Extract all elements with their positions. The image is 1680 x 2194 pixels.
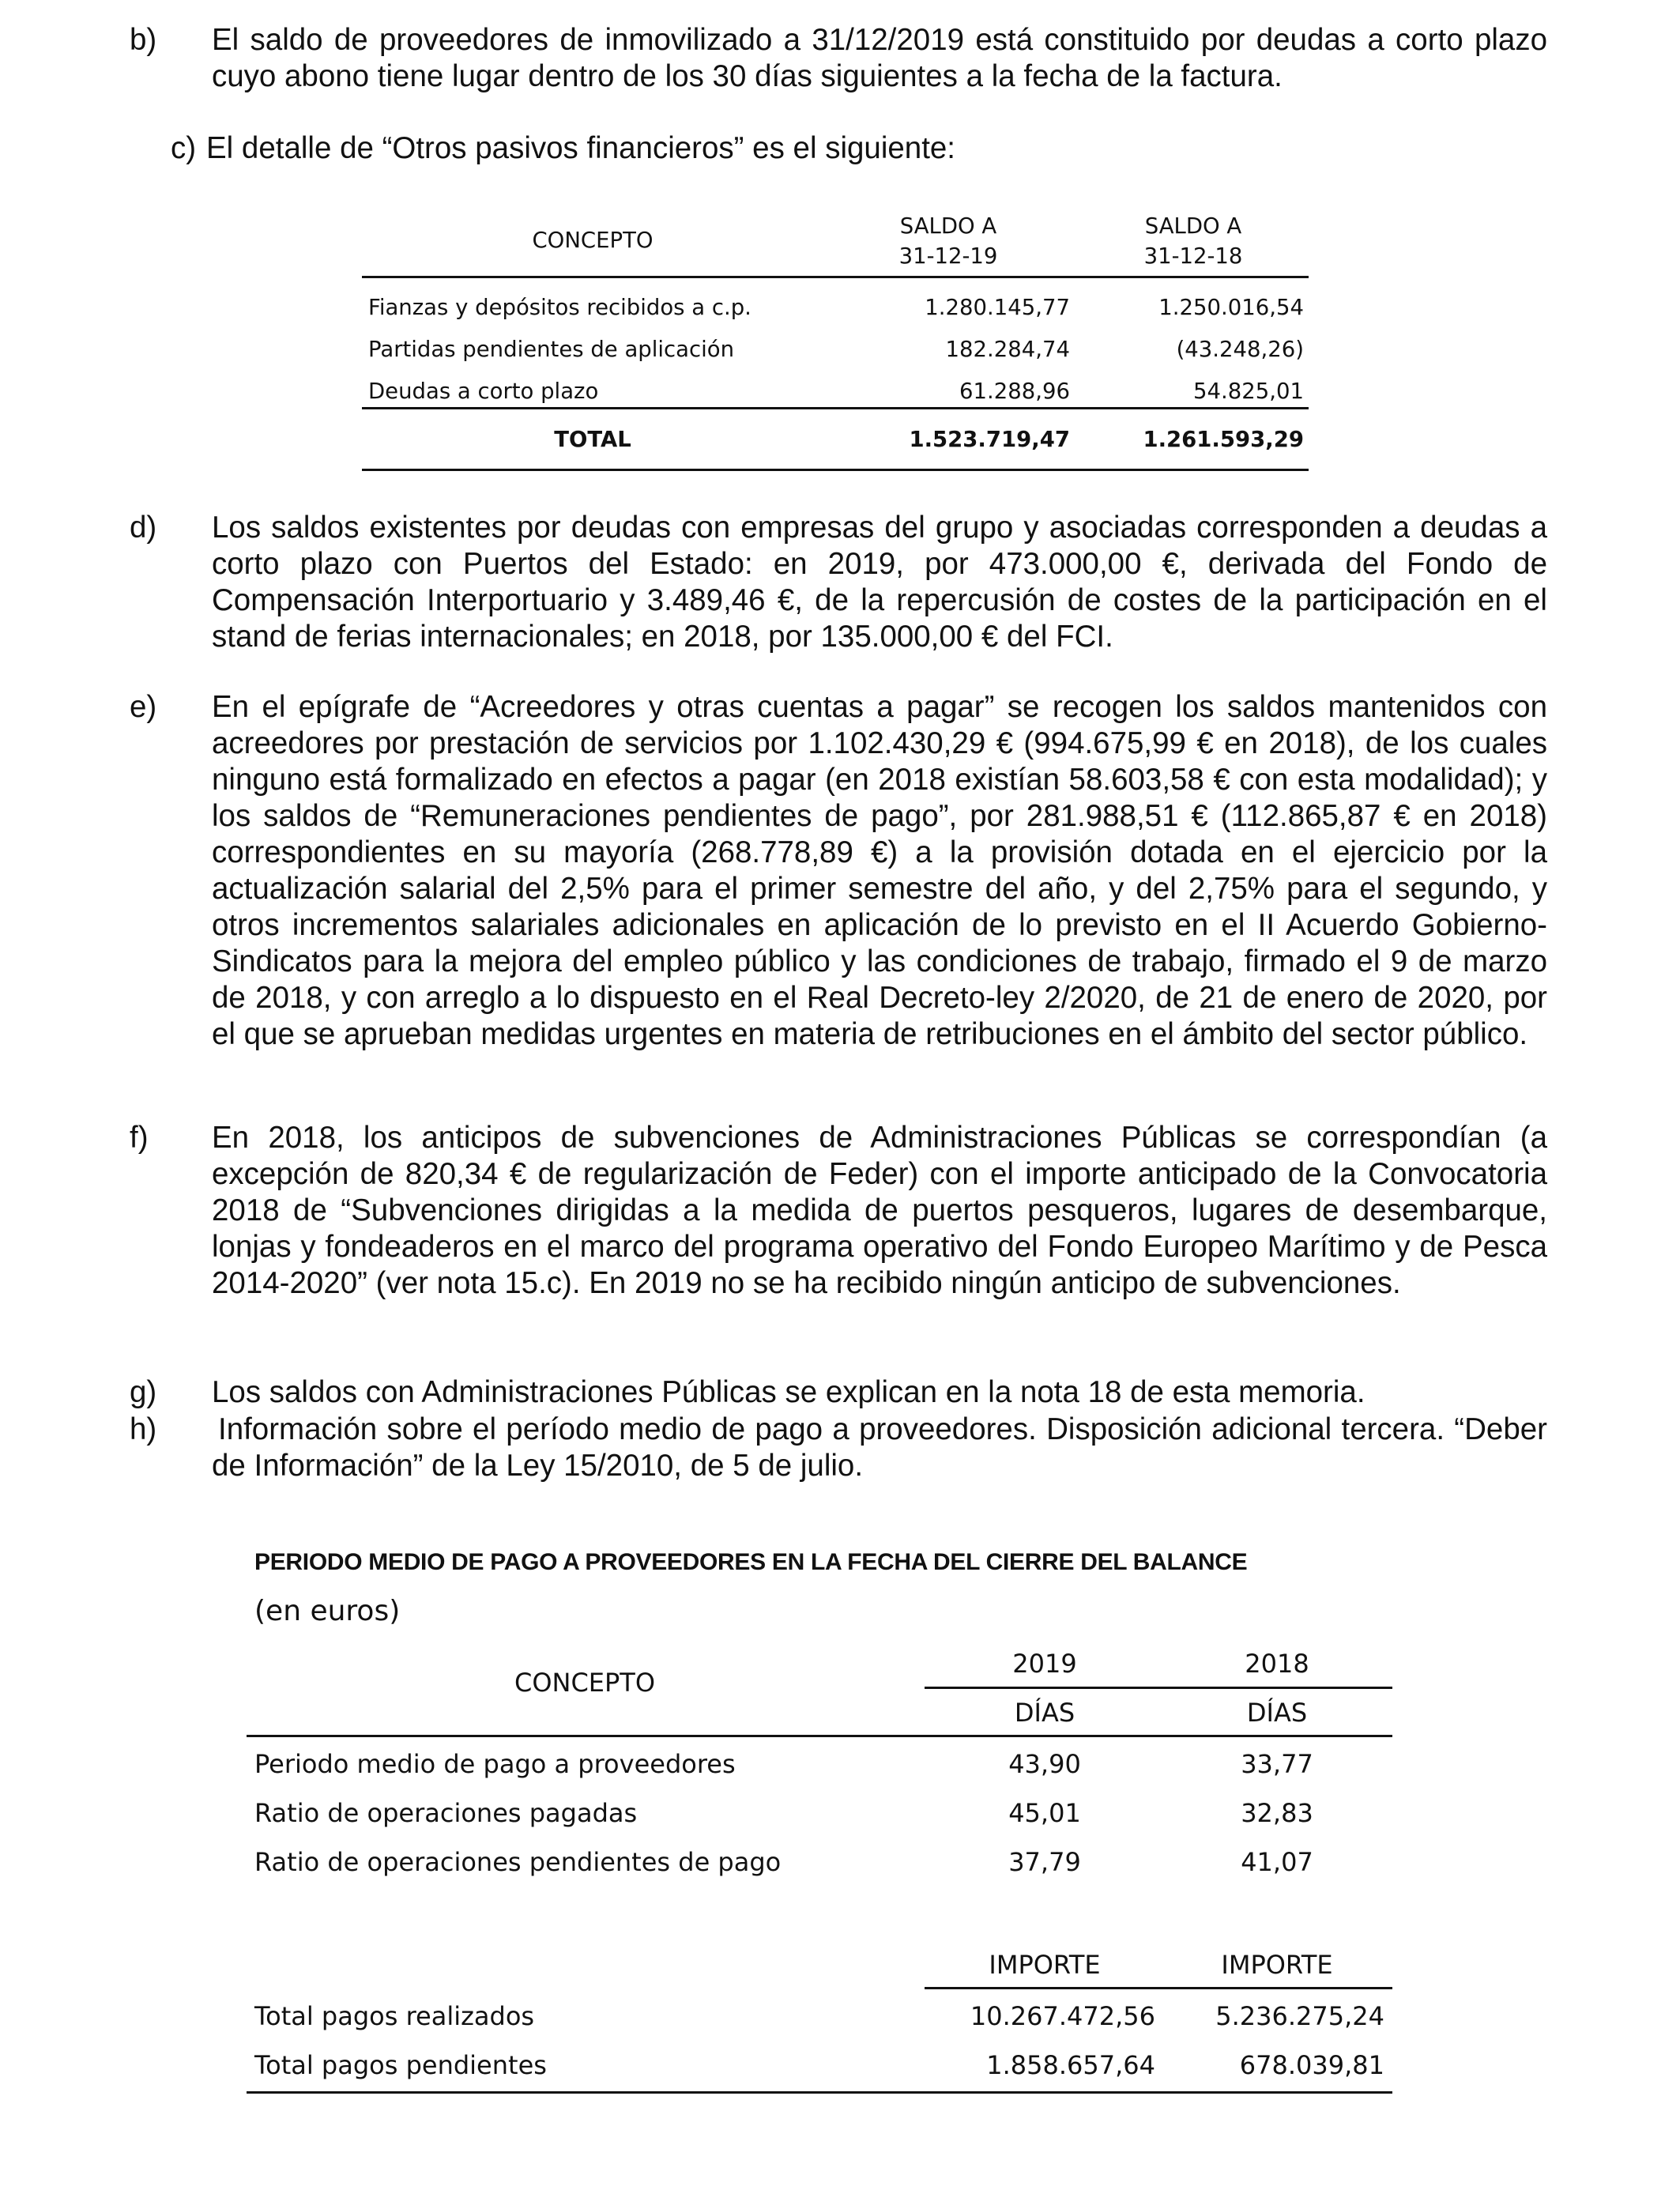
- table-divider: [247, 1735, 1392, 1737]
- row-concept: Total pagos realizados: [254, 2001, 535, 2031]
- payment-period-table-title: PERIODO MEDIO DE PAGO A PROVEEDORES EN LA FECHA DEL CIERRE DEL BALANCE: [254, 1549, 1248, 1575]
- paragraph-text: En el epígrafe de “Acreedores y otras cuentas a pagar” se recogen los saldos mantenidos con acreedores por prestación de servicios por 1.102.430,29 € (994.675,99 € en 2018), de los cuales ninguno está formalizado en efectos a pagar (en 2018 existían 58.603,58 € con esta modalidad); y los saldos de “Remuneraciones pendientes de pago”, por 281.988,51 € (112.865,87 € en 2018) correspondientes en su mayoría (268.778,89 €) a la provisión dotada en el ejercicio por la actualización salarial del 2,5% para el primer semestre del año, y del 2,75% para el segundo, y otros incrementos salariales adicionales en aplicación de lo previsto en el II Acuerdo Gobierno-Sindicatos para la mejora del empleo público y las condiciones de trabajo, firmado el 9 de marzo de 2018, y con arreglo a lo dispuesto en el Real Decreto-ley 2/2020, de 21 de enero de 2020, por el que se aprueban medidas urgentes en materia de retribuciones en el ámbito del sector público.: [212, 690, 1547, 1051]
- total-label: TOTAL: [554, 427, 631, 452]
- table-header-concept: CONCEPTO: [532, 228, 654, 253]
- table-header-unit-2018: DÍAS: [1246, 1698, 1308, 1728]
- row-value-2018: 678.039,81: [1239, 2050, 1384, 2080]
- table-header-unit-2019: DÍAS: [1014, 1698, 1075, 1728]
- row-value-2018: 5.236.275,24: [1215, 2001, 1384, 2031]
- row-value-2019: 43,90: [1008, 1749, 1081, 1779]
- table-header-col1-line1: SALDO A: [899, 213, 997, 239]
- table-header-col2-line1: SALDO A: [1144, 213, 1242, 239]
- paragraph-text: Los saldos con Administraciones Públicas se explican en la nota 18 de esta memoria.: [212, 1375, 1365, 1409]
- paragraph-b: [130, 22, 1547, 95]
- paragraph-text: Información sobre el período medio de pago a proveedores. Disposición adicional tercera. “Deber de Información” de la Ley 15/2010, de 5 de julio.: [212, 1412, 1547, 1483]
- paragraph-text: El saldo de proveedores de inmovilizado a 31/12/2019 está constituido por deudas a corto plazo cuyo abono tiene lugar dentro de los 30 días siguientes a la fecha de la factura.: [212, 23, 1547, 93]
- paragraph-f: [130, 1120, 1547, 1302]
- paragraph-d: [130, 510, 1547, 655]
- row-value-2018: 32,83: [1241, 1798, 1313, 1828]
- row-value-2018: 54.825,01: [1193, 379, 1304, 404]
- paragraph-label: f): [130, 1121, 149, 1155]
- paragraph-text: Los saldos existentes por deudas con empresas del grupo y asociadas corresponden a deudas a corto plazo con Puertos del Estado: en 2019, por 473.000,00 €, derivada del Fondo de Compensación Interportuario y 3.489,46 €, de la repercusión de costes de la participación en el stand de ferias internacionales; en 2018, por 135.000,00 € del FCI.: [212, 511, 1547, 654]
- row-concept: Periodo medio de pago a proveedores: [254, 1749, 736, 1779]
- table-divider: [925, 1687, 1392, 1689]
- row-concept: Ratio de operaciones pagadas: [254, 1798, 638, 1828]
- row-value-2018: 41,07: [1241, 1847, 1313, 1877]
- table-divider: [362, 469, 1309, 471]
- paragraph-text: En 2018, los anticipos de subvenciones de Administraciones Públicas se correspondían (a excepción de 820,34 € de regularización de Feder) con el importe anticipado de la Convocatoria 2018 de “Subvenciones dirigidas a la medida de puertos pesqueros, lugares de desembarque, lonjas y fondeaderos en el marco del programa operativo del Fondo Europeo Marítimo y de Pesca 2014-2020” (ver nota 15.c). En 2019 no se ha recibido ningún anticipo de subvenciones.: [212, 1121, 1547, 1300]
- row-value-2018: (43.248,26): [1176, 337, 1304, 362]
- table-divider: [247, 2091, 1392, 2094]
- row-value-2019: 45,01: [1008, 1798, 1081, 1828]
- row-concept: Fianzas y depósitos recibidos a c.p.: [368, 295, 751, 320]
- total-value-2019: 1.523.719,47: [909, 427, 1070, 452]
- table-header-col2-line2: 31-12-18: [1143, 243, 1243, 269]
- row-concept: Partidas pendientes de aplicación: [368, 337, 735, 362]
- paragraph-c: [171, 130, 1506, 167]
- paragraph-label: g): [130, 1375, 157, 1409]
- payment-period-table-subtitle: (en euros): [254, 1595, 401, 1627]
- row-concept: Total pagos pendientes: [254, 2050, 547, 2080]
- table-divider: [362, 276, 1309, 278]
- table-divider: [925, 1987, 1392, 1989]
- table-header-concept: CONCEPTO: [514, 1668, 656, 1698]
- paragraph-label: c): [171, 131, 197, 165]
- row-value-2019: 61.288,96: [959, 379, 1070, 404]
- paragraph-label: d): [130, 511, 157, 545]
- paragraph-e: [130, 689, 1547, 1053]
- row-concept: Deudas a corto plazo: [368, 379, 599, 404]
- table-header-year-2018: 2018: [1245, 1649, 1309, 1679]
- paragraph-label: b): [130, 23, 157, 57]
- paragraph-label: e): [130, 690, 157, 724]
- row-value-2019: 182.284,74: [945, 337, 1070, 362]
- amount-header-2018: IMPORTE: [1221, 1950, 1333, 1980]
- total-value-2018: 1.261.593,29: [1143, 427, 1304, 452]
- row-concept: Ratio de operaciones pendientes de pago: [254, 1847, 782, 1877]
- paragraph-g: [130, 1374, 1547, 1411]
- table-divider: [362, 407, 1309, 409]
- row-value-2019: 37,79: [1008, 1847, 1081, 1877]
- paragraph-text: El detalle de “Otros pasivos financieros” es el siguiente:: [206, 131, 956, 165]
- row-value-2019: 10.267.472,56: [970, 2001, 1155, 2031]
- paragraph-h: [130, 1412, 1547, 1484]
- row-value-2019: 1.858.657,64: [986, 2050, 1155, 2080]
- table-header-col1-line2: 31-12-19: [898, 243, 998, 269]
- paragraph-label: h): [130, 1412, 157, 1446]
- amount-header-2019: IMPORTE: [989, 1950, 1101, 1980]
- row-value-2018: 1.250.016,54: [1158, 295, 1304, 320]
- row-value-2018: 33,77: [1241, 1749, 1313, 1779]
- table-header-year-2019: 2019: [1012, 1649, 1077, 1679]
- row-value-2019: 1.280.145,77: [925, 295, 1070, 320]
